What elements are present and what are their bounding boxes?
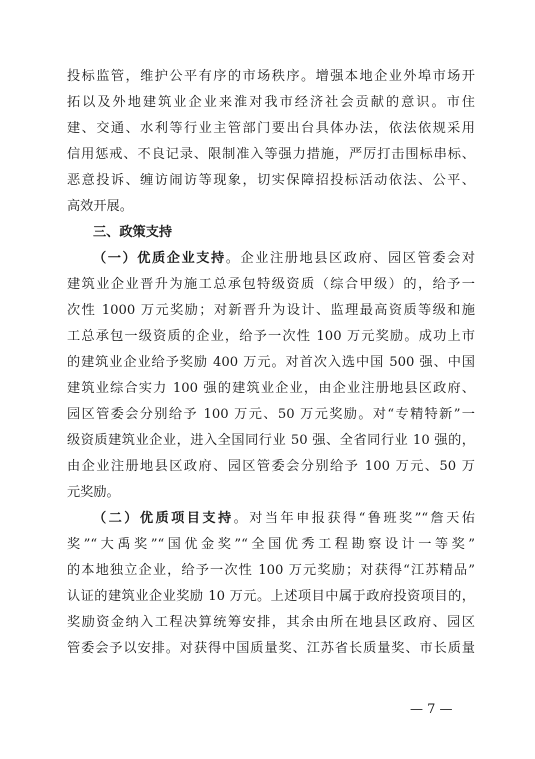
- subsection-title: （一）优质企业支持: [93, 251, 226, 266]
- paragraph-line: 次性 1000 万元奖励；对新晋升为设计、监理最高资质等级和施: [67, 303, 475, 318]
- paragraph-line: 由企业注册地县区政府、园区管委会分别给予 100 万元、50 万: [67, 459, 475, 474]
- paragraph-text: 。对当年申报获得“鲁班奖”“詹天佑: [233, 511, 475, 526]
- page-number: — 7 —: [410, 702, 453, 717]
- paragraph-line: 高效开展。: [67, 199, 133, 214]
- section-heading: 三、政策支持: [93, 225, 173, 240]
- paragraph-line: 拓以及外地建筑业企业来淮对我市经济社会贡献的意识。市住: [67, 95, 475, 110]
- paragraph-line: 的建筑业企业给予奖励 400 万元。对首次入选中国 500 强、中国: [67, 355, 475, 370]
- paragraph-line: 建筑业企业晋升为施工总承包特级资质（综合甲级）的，给予一: [67, 277, 475, 292]
- paragraph-line: 元奖励。: [67, 485, 120, 500]
- paragraph-line: 认证的建筑业企业奖励 10 万元。上述项目中属于政府投资项目的，: [67, 589, 475, 604]
- paragraph-line: 投标监管，维护公平有序的市场秩序。增强本地企业外埠市场开: [67, 69, 475, 84]
- paragraph-line: 奖励资金纳入工程决算统筹安排，其余由所在地县区政府、园区: [67, 615, 475, 630]
- paragraph-line: 的本地独立企业，给予一次性 100 万元奖励；对获得“江苏精品”: [67, 563, 475, 578]
- paragraph-line: 管委会予以安排。对获得中国质量奖、江苏省长质量奖、市长质量: [67, 641, 475, 656]
- paragraph-line: 建筑业综合实力 100 强的建筑业企业，由企业注册地县区政府、: [67, 381, 475, 396]
- subsection-title: （二）优质项目支持: [93, 511, 234, 526]
- paragraph-first-line: [67, 246, 475, 272]
- paragraph-line: 奖”“大禹奖”“国优金奖”“全国优秀工程勘察设计一等奖”: [67, 537, 475, 552]
- document-body: [67, 64, 475, 662]
- paragraph-line: 恶意投诉、缠访闹访等现象，切实保障招投标活动依法、公平、: [67, 173, 475, 188]
- paragraph-line: 级资质建筑业企业，进入全国同行业 50 强、全省同行业 10 强的，: [67, 433, 475, 448]
- paragraph-line: 园区管委会分别给予 100 万元、50 万元奖励。对“专精特新”一: [67, 407, 475, 422]
- paragraph-line: 信用惩戒、不良记录、限制准入等强力措施，严厉打击围标串标、: [67, 147, 475, 162]
- paragraph-text: 。企业注册地县区政府、园区管委会对: [225, 251, 475, 266]
- paragraph-line: 建、交通、水利等行业主管部门要出台具体办法，依法依规采用: [67, 121, 475, 136]
- paragraph-first-line: [67, 506, 475, 532]
- paragraph-line: 工总承包一级资质的企业，给予一次性 100 万元奖励。成功上市: [67, 329, 475, 344]
